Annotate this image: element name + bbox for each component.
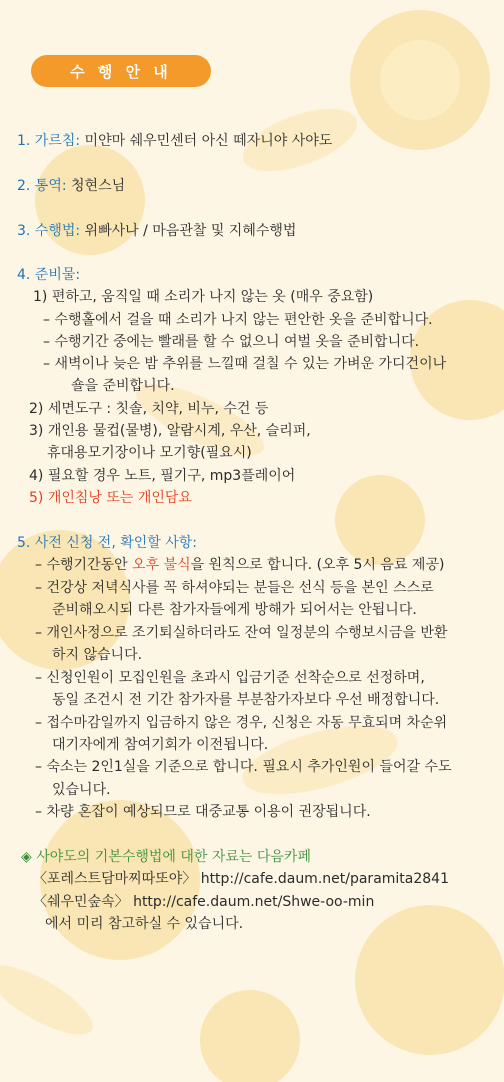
item-teacher-text: 미얀마 쉐우민센터 아신 떼자니야 사야도 <box>80 133 333 149</box>
item-interpreter-text: 청현스님 <box>66 178 126 194</box>
supplies-line: 2) 세면도구 : 칫솔, 치약, 비누, 수건 등 <box>29 401 269 417</box>
reference-tail: 에서 미리 참고하실 수 있습니다. <box>45 916 244 932</box>
item-teacher <box>17 132 332 150</box>
precheck-line: 동일 조건시 전 기간 참가자를 부분참가자보다 우선 배정합니다. <box>52 692 440 708</box>
supplies-line-highlight: 5) 개인침낭 또는 개인담요 <box>29 490 192 506</box>
precheck-line: – 개인사정으로 조기퇴실하더라도 잔여 일정분의 수행보시금을 반환 <box>35 625 448 641</box>
precheck-line: – 차량 혼잡이 예상되므로 대중교통 이용이 권장됩니다. <box>35 804 371 820</box>
section-title-badge: 수 행 안 내 <box>31 55 211 87</box>
supplies-line: – 새벽이나 늦은 밤 추위를 느낄때 걸칠 수 있는 가벼운 가디건이나 <box>43 356 447 372</box>
precheck-line: – 건강상 저녁식사를 꼭 하셔야되는 분들은 선식 등을 본인 스스로 <box>35 580 434 596</box>
item-interpreter <box>17 177 125 195</box>
precheck-line: 대기자에게 참여기회가 이전됩니다. <box>52 737 269 753</box>
precheck-red: 오후 불식 <box>132 557 191 573</box>
supplies-line: – 수행홀에서 걸을 때 소리가 나지 않는 편안한 옷을 준비합니다. <box>43 312 433 328</box>
precheck-line: 하지 않습니다. <box>52 647 143 663</box>
supplies-line: – 수행기간 중에는 빨래를 할 수 없으니 여벌 옷을 준비합니다. <box>43 334 420 350</box>
precheck-line-fasting <box>35 556 444 574</box>
item-precheck-label: 5. 사전 신청 전, 확인할 사항: <box>17 535 198 551</box>
precheck-line: 준비해오시되 다른 참가자들에게 방해가 되어서는 안됩니다. <box>52 602 417 618</box>
cafe-link-shwe-oo-min[interactable]: 〈쉐우민숲속〉 http://cafe.daum.net/Shwe-oo-min <box>33 894 375 910</box>
reference-heading: ◈ 사야도의 기본수행법에 대한 자료는 다음카페 <box>21 849 311 865</box>
precheck-line: – 숙소는 2인1실을 기준으로 합니다. 필요시 추가인원이 들어갈 수도 <box>35 759 452 775</box>
item-method-text: 위빠사나 / 마음관찰 및 지혜수행법 <box>80 223 297 239</box>
supplies-line: 3) 개인용 물컵(물병), 알람시계, 우산, 슬리퍼, <box>29 423 311 439</box>
supplies-line: 숄을 준비합니다. <box>71 378 175 394</box>
item-teacher-label: 1. 가르침: <box>17 133 81 149</box>
precheck-pre: – 수행기간동안 <box>35 557 133 573</box>
supplies-line: 1) 편하고, 움직일 때 소리가 나지 않는 옷 (매우 중요함) <box>33 289 374 305</box>
precheck-line: – 접수마감일까지 입금하지 않은 경우, 신청은 자동 무효되며 차순위 <box>35 715 448 731</box>
supplies-line: 휴대용모기장이나 모기향(필요시) <box>47 445 252 461</box>
precheck-post: 을 원칙으로 합니다. (오후 5시 음료 제공) <box>190 557 445 573</box>
precheck-line: 있습니다. <box>52 782 111 798</box>
item-interpreter-label: 2. 통역: <box>17 178 67 194</box>
cafe-link-forest[interactable]: 〈포레스트담마찌따또야〉 http://cafe.daum.net/paramita2841 <box>33 871 449 887</box>
supplies-line: 4) 필요할 경우 노트, 필기구, mp3플레이어 <box>29 468 296 484</box>
item-supplies-label: 4. 준비물: <box>17 267 81 283</box>
precheck-line: – 신청인원이 모집인원을 초과시 입금기준 선착순으로 선정하며, <box>35 670 425 686</box>
item-method <box>17 222 296 240</box>
item-method-label: 3. 수행법: <box>17 223 81 239</box>
